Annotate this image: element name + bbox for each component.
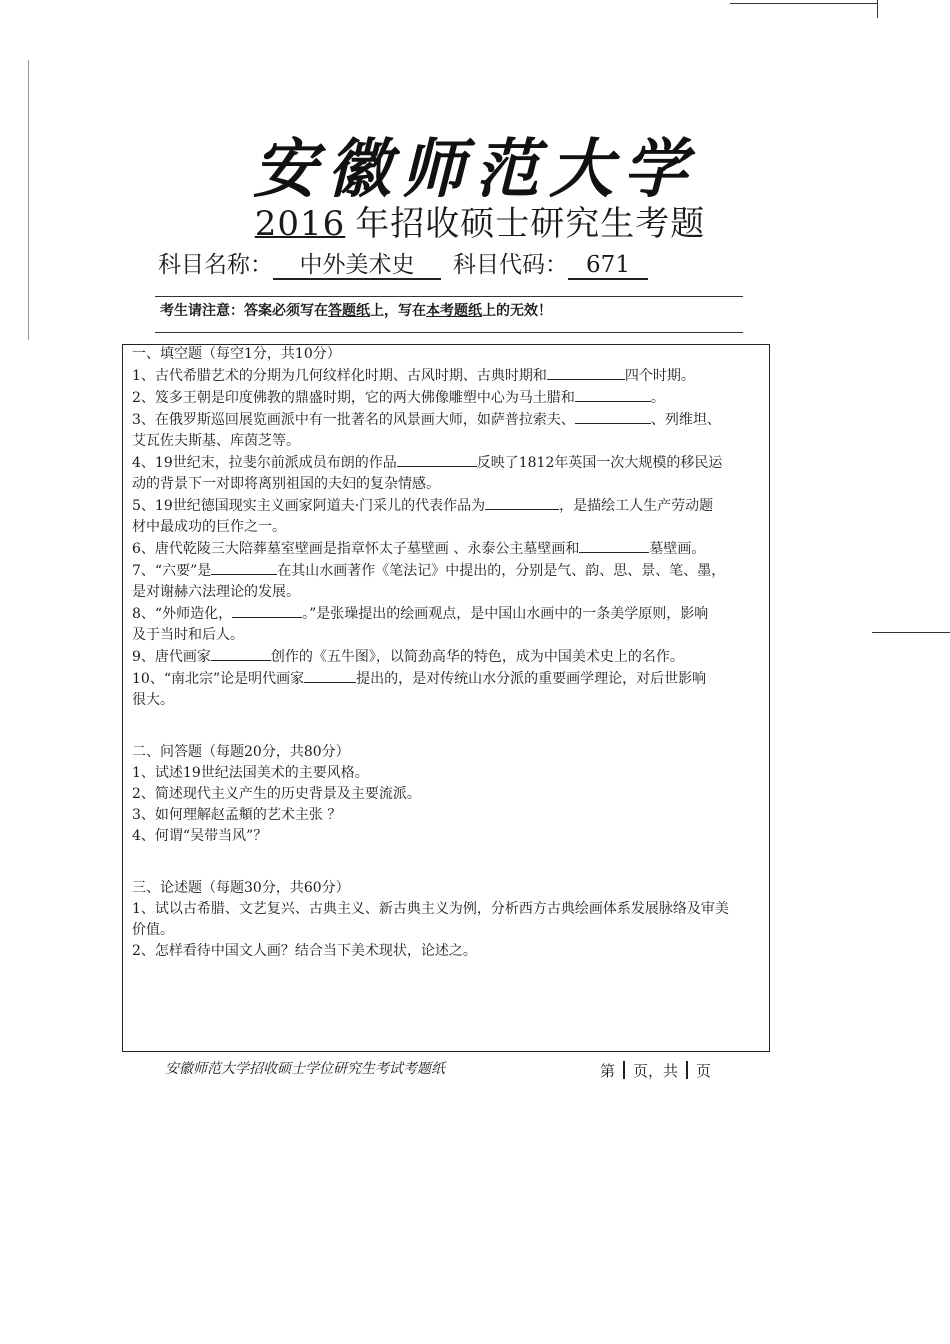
footer-page-count: 第 页，共 页: [600, 1062, 712, 1080]
section1-q9: 9、唐代画家 创作的《五牛图》，以简劲高华的特色，成为中国美术史上的名作。: [132, 646, 762, 668]
section1-q2: 2、笈多王朝是印度佛教的鼎盛时期，它的两大佛像雕塑中心为马土腊和 。: [132, 387, 762, 409]
section1-q5: 5、19世纪德国现实主义画家阿道夫·门采儿的代表作品为 ，是描绘工人生产劳动题: [132, 495, 762, 517]
subject-name: 中外美术史: [273, 252, 441, 280]
subject-name-label: 科目名称：: [158, 252, 273, 278]
section1-q3: 3、在俄罗斯巡回展览画派中有一批著名的风景画大师，如萨普拉索夫、 、列维坦、: [132, 409, 762, 431]
section-short-answer: [132, 742, 762, 847]
section1-q7-cont: 是对谢赫六法理论的发展。: [132, 584, 300, 600]
notice-prefix: 考生请注意：答案必须写在: [160, 303, 328, 319]
section2-q4: 4、何谓“吴带当风”？: [132, 828, 268, 844]
section3-title: 三、论述题（每题30分，共60分）: [132, 880, 350, 896]
notice: [160, 300, 552, 320]
section1-q8: 8、“外师造化， 。”是张璪提出的绘画观点，是中国山水画中的一条美学原则，影响: [132, 603, 762, 625]
section2-q2: 2、简述现代主义产生的历史背景及主要流派。: [132, 786, 421, 802]
section3-q1-cont: 价值。: [132, 922, 174, 938]
notice-question-sheet: 本考题纸: [426, 303, 482, 319]
section-essay: [132, 878, 762, 962]
university-name: 安徽师范大学: [253, 132, 697, 207]
exam-year: 2016: [254, 204, 346, 244]
notice-suffix: 上的无效！: [482, 303, 552, 319]
subject-line: [158, 246, 648, 280]
section1-q6: 6、唐代乾陵三大陪葬墓室壁画是指章怀太子墓壁画 、永泰公主墓壁画和 墓壁画。: [132, 538, 762, 560]
section3-q2: 2、怎样看待中国文人画？结合当下美术现状，论述之。: [132, 943, 477, 959]
notice-rule-bottom: [155, 332, 743, 333]
footer-exam-paper: 安徽师范大学招收硕士学位研究生考试考题纸: [165, 1061, 445, 1077]
section3-q1: 1、试以古希腊、文艺复兴、古典主义、新古典主义为例，分析西方古典绘画体系发展脉络及审美: [132, 901, 729, 917]
section1-q10: 10、“南北宗”论是明代画家 提出的，是对传统山水分派的重要画学理论，对后世影响: [132, 668, 762, 690]
section1-q8-cont: 及于当时和后人。: [132, 627, 244, 643]
exam-title: [0, 196, 950, 245]
section1-q5-cont: 材中最成功的巨作之一。: [132, 519, 286, 535]
subject-code-label: 科目代码：: [453, 252, 568, 278]
notice-rule-top: [155, 296, 743, 297]
section1-q7: 7、“六要”是 在其山水画著作《笔法记》中提出的，分别是气、韵、思、景、笔、墨，: [132, 560, 762, 582]
section1-q3-cont: 艾瓦佐夫斯基、库茵芝等。: [132, 433, 300, 449]
section1-title: 一、填空题（每空1分，共10分）: [132, 346, 341, 362]
scan-edge-right-mark: [872, 632, 950, 633]
section2-q1: 1、试述19世纪法国美术的主要风格。: [132, 765, 369, 781]
scan-edge-top: [730, 3, 878, 4]
notice-middle: 上，写在: [370, 303, 426, 319]
section1-q1: 1、古代希腊艺术的分期为几何纹样化时期、古风时期、古典时期和 四个时期。: [132, 365, 762, 387]
exam-title-text: 年招收硕士研究生考题: [355, 204, 706, 244]
section1-q4: 4、19世纪末，拉斐尔前派成员布朗的作品 反映了1812年英国一次大规模的移民运: [132, 452, 762, 474]
section-fill-blank: [132, 344, 762, 711]
section2-q3: 3、如何理解赵孟頫的艺术主张 ？: [132, 807, 342, 823]
subject-code: 671: [568, 252, 648, 280]
notice-answer-sheet: 答题纸: [328, 303, 370, 319]
section1-q10-cont: 很大。: [132, 692, 174, 708]
scan-edge-right: [877, 0, 878, 18]
section1-q4-cont: 动的背景下一对即将离别祖国的夫妇的复杂情感。: [132, 476, 440, 492]
section2-title: 二、问答题（每题20分，共80分）: [132, 744, 350, 760]
